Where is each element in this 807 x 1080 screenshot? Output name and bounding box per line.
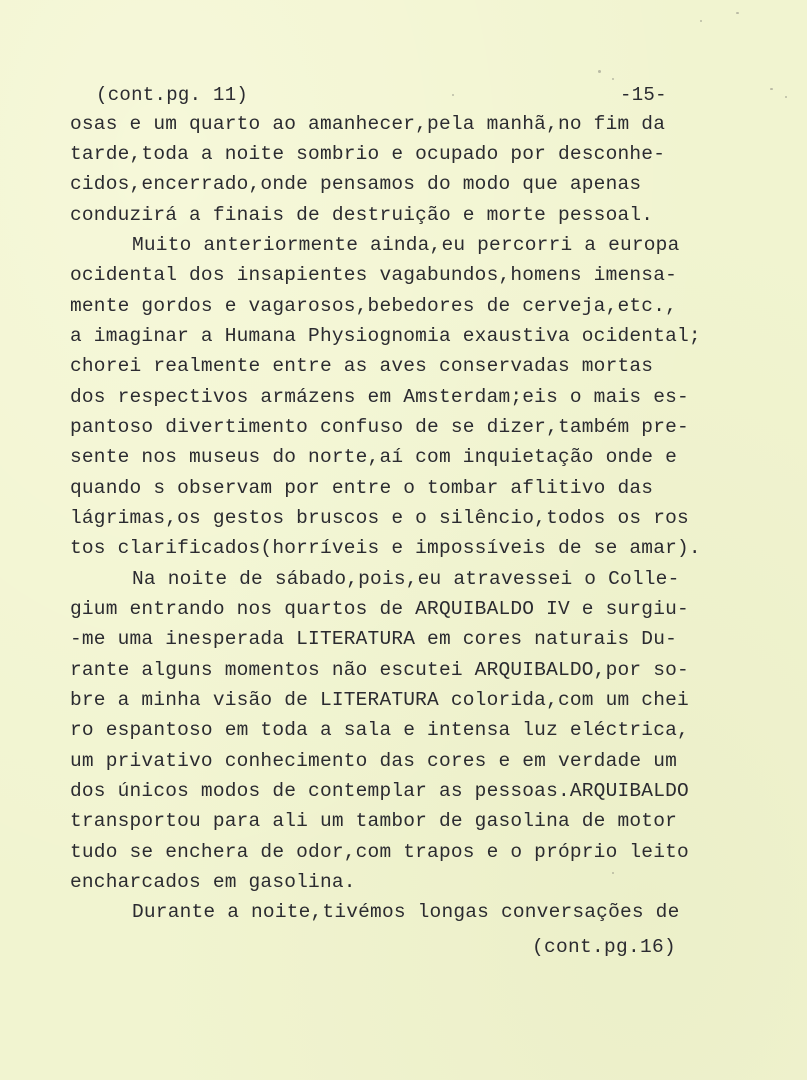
text-line: lágrimas,os gestos bruscos e o silêncio,todos os ros: [70, 507, 689, 529]
paper-speck: [612, 78, 614, 80]
text-line: chorei realmente entre as aves conservadas mortas: [70, 355, 654, 377]
text-line: conduzirá a finais de destruição e morte pessoal.: [70, 204, 654, 226]
page-number: -15-: [620, 84, 667, 106]
paper-speck: [612, 872, 614, 874]
continued-to-note: (cont.pg.16): [532, 936, 677, 958]
text-line: ro espantoso em toda a sala e intensa luz eléctrica,: [70, 719, 689, 741]
paper-speck: [736, 12, 739, 14]
text-line: tudo se enchera de odor,com trapos e o próprio leito: [70, 841, 689, 863]
text-line: encharcados em gasolina.: [70, 871, 356, 893]
paper-speck: [598, 70, 601, 73]
text-line: um privativo conhecimento das cores e em verdade um: [70, 750, 677, 772]
text-line: dos respectivos armázens em Amsterdam;eis o mais es-: [70, 386, 689, 408]
text-line: quando s observam por entre o tombar aflitivo das: [70, 477, 654, 499]
text-line: Durante a noite,tivémos longas conversações de: [132, 901, 680, 923]
text-line: pantoso divertimento confuso de se dizer,também pre-: [70, 416, 689, 438]
paper-speck: [770, 88, 773, 90]
text-line: gium entrando nos quartos de ARQUIBALDO IV e surgiu-: [70, 598, 689, 620]
text-line: cidos,encerrado,onde pensamos do modo que apenas: [70, 173, 642, 195]
text-line: transportou para ali um tambor de gasolina de motor: [70, 810, 677, 832]
text-line: tos clarificados(horríveis e impossíveis de se amar).: [70, 537, 701, 559]
text-line: osas e um quarto ao amanhecer,pela manhã,no fim da: [70, 113, 666, 135]
text-line: Na noite de sábado,pois,eu atravessei o Colle-: [132, 568, 680, 590]
text-line: ocidental dos insapientes vagabundos,homens imensa-: [70, 264, 677, 286]
text-line: rante alguns momentos não escutei ARQUIBALDO,por so-: [70, 659, 689, 681]
text-line: dos únicos modos de contemplar as pessoas.ARQUIBALDO: [70, 780, 689, 802]
text-line: -me uma inesperada LITERATURA em cores naturais Du-: [70, 628, 677, 650]
continued-from-note: (cont.pg. 11): [96, 84, 249, 106]
text-line: bre a minha visão de LITERATURA colorida,com um chei: [70, 689, 689, 711]
text-line: Muito anteriormente ainda,eu percorri a europa: [132, 234, 680, 256]
text-line: a imaginar a Humana Physiognomia exaustiva ocidental;: [70, 325, 701, 347]
text-line: mente gordos e vagarosos,bebedores de cerveja,etc.,: [70, 295, 677, 317]
text-line: tarde,toda a noite sombrio e ocupado por desconhe-: [70, 143, 666, 165]
text-line: sente nos museus do norte,aí com inquietação onde e: [70, 446, 677, 468]
paper-speck: [700, 20, 702, 22]
paper-speck: [785, 96, 787, 98]
page-header: [96, 84, 676, 112]
